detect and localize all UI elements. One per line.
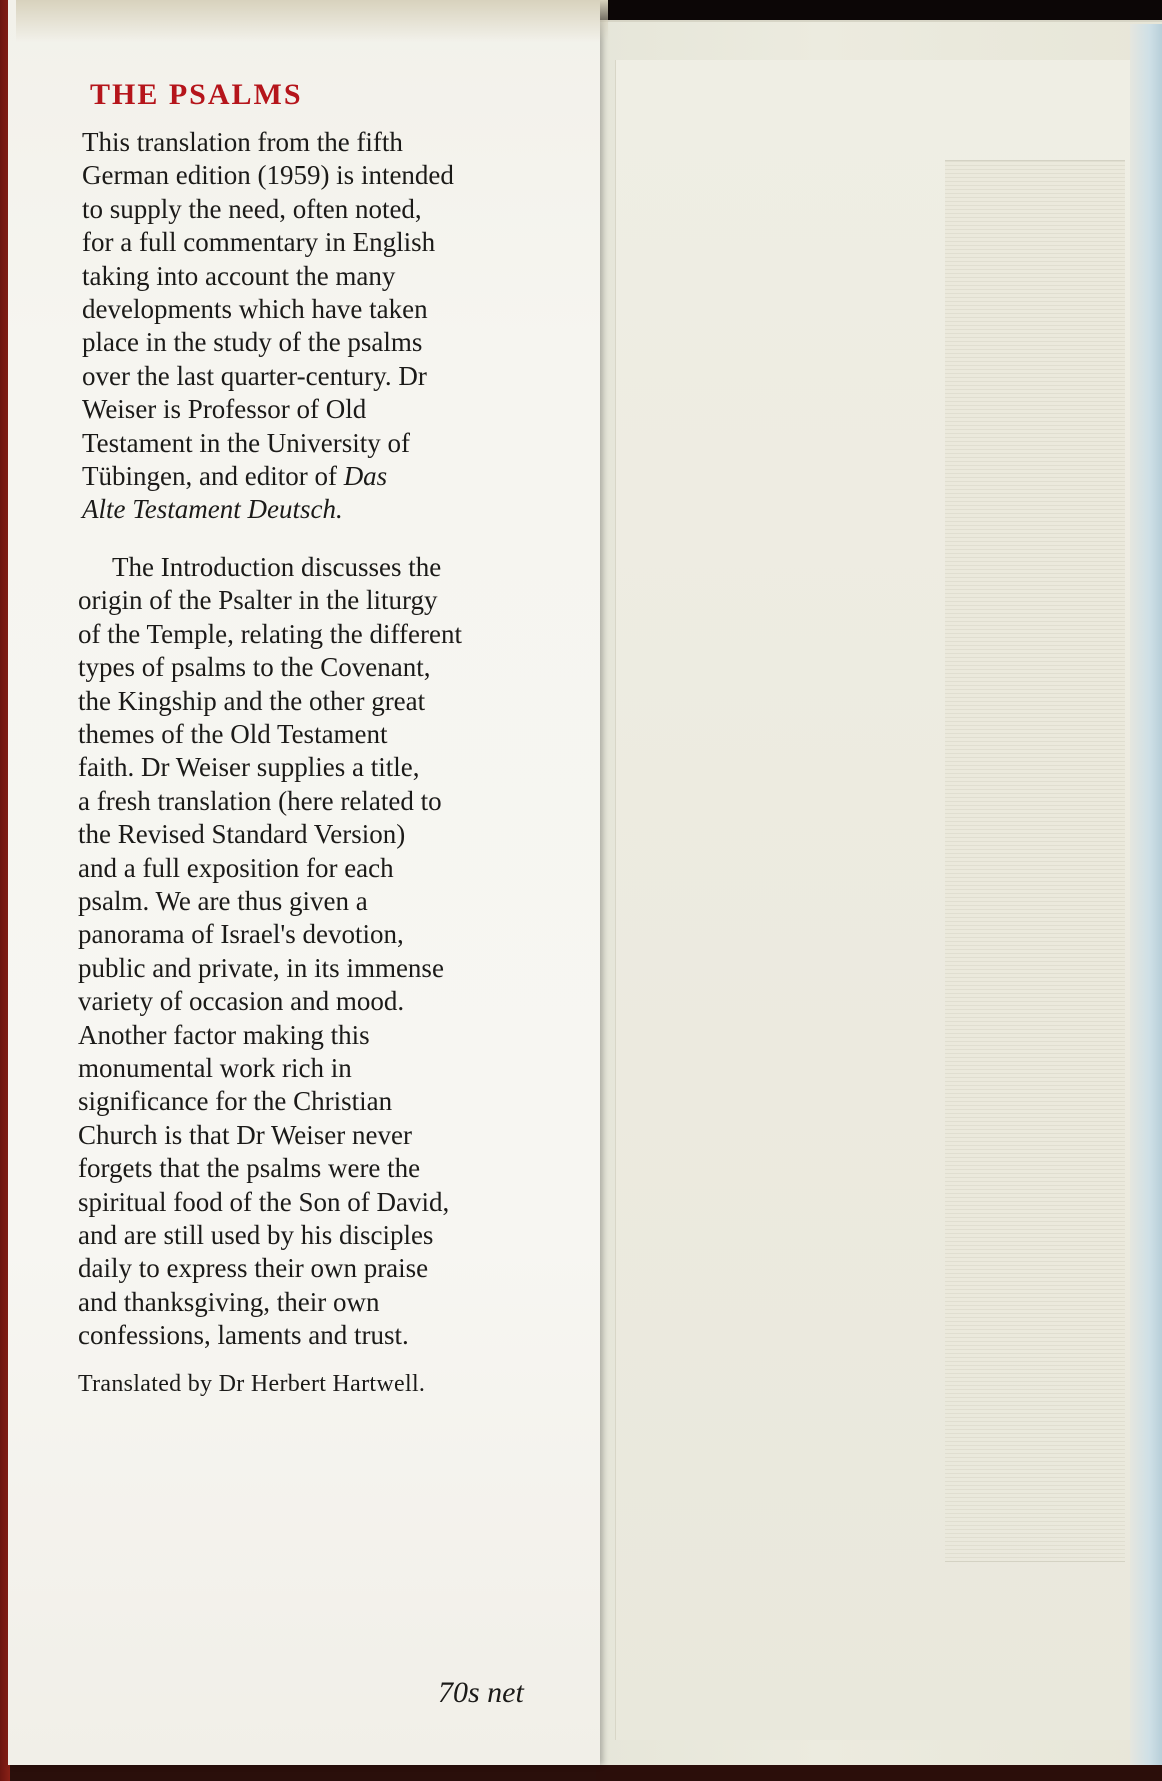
blurb-line-plain: Tübingen, and editor of — [82, 461, 344, 492]
blurb-line: forgets that the psalms were the — [78, 1153, 421, 1184]
blurb-line: public and private, in its immense — [78, 952, 444, 983]
blurb-paragraph-1 — [82, 126, 578, 527]
blurb-line: faith. Dr Weiser supplies a title, — [78, 752, 420, 783]
blurb-line: significance for the Christian — [78, 1086, 393, 1117]
blurb-line: Church is that Dr Weiser never — [78, 1119, 412, 1150]
translator-credit: Translated by Dr Herbert Hartwell. — [78, 1370, 426, 1397]
blurb-line: developments which have taken — [82, 294, 428, 325]
blurb-line: over the last quarter-century. Dr — [82, 360, 427, 391]
blurb-line: Another factor making this — [78, 1019, 370, 1050]
blurb-line: daily to express their own praise — [78, 1253, 429, 1284]
blurb-line: and are still used by his disciples — [78, 1220, 434, 1250]
series-title-part-2: Alte Testament Deutsch. — [82, 494, 343, 525]
blurb-line: spiritual food of the Son of David, — [78, 1186, 450, 1217]
blurb-line: This translation from the fifth — [82, 127, 403, 157]
blurb-line: for a full commentary in English — [82, 227, 436, 258]
blurb-line: types of psalms to the Covenant, — [78, 652, 431, 683]
flap-stain — [16, 0, 608, 42]
blurb-line: Testament in the University of — [82, 427, 411, 458]
blurb-line: the Revised Standard Version) — [78, 819, 406, 850]
blurb-line: The Introduction discusses the — [112, 551, 442, 582]
blurb-line: the Kingship and the other great — [78, 685, 426, 716]
blurb-line: variety of occasion and mood. — [78, 986, 405, 1017]
blurb-line: monumental work rich in — [78, 1052, 352, 1083]
blurb-line — [82, 460, 578, 493]
flap-text-block — [78, 78, 578, 1398]
blurb-line: of the Temple, relating the different — [78, 618, 462, 649]
blurb-line: and a full exposition for each — [78, 852, 394, 883]
board-ribbed-texture — [945, 160, 1125, 1562]
blurb-paragraph-2 — [78, 551, 578, 1353]
series-title-part-1: Das — [343, 461, 388, 492]
blurb-line: confessions, laments and trust. — [78, 1320, 409, 1351]
blurb-line: a fresh translation (here related to — [78, 785, 442, 816]
book-title: THE PSALMS — [90, 78, 303, 111]
blurb-line: to supply the need, often noted, — [82, 193, 422, 224]
price-label: 70s net — [438, 1676, 524, 1709]
blurb-line: origin of the Psalter in the liturgy — [78, 585, 438, 616]
board-bottom-edge — [596, 1765, 1162, 1781]
blurb-line: themes of the Old Testament — [78, 718, 388, 749]
blurb-line: psalm. We are thus given a — [78, 885, 368, 916]
dust-jacket-flap — [8, 0, 600, 1765]
blurb-line: taking into account the many — [82, 260, 396, 291]
blurb-line: place in the study of the psalms — [82, 327, 423, 358]
blurb-line: German edition (1959) is intended — [82, 160, 454, 191]
board-right-edge — [1130, 24, 1162, 1781]
blurb-line: Weiser is Professor of Old — [82, 394, 367, 425]
blurb-line: panorama of Israel's devotion, — [78, 919, 404, 950]
blurb-line: and thanksgiving, their own — [78, 1286, 380, 1317]
